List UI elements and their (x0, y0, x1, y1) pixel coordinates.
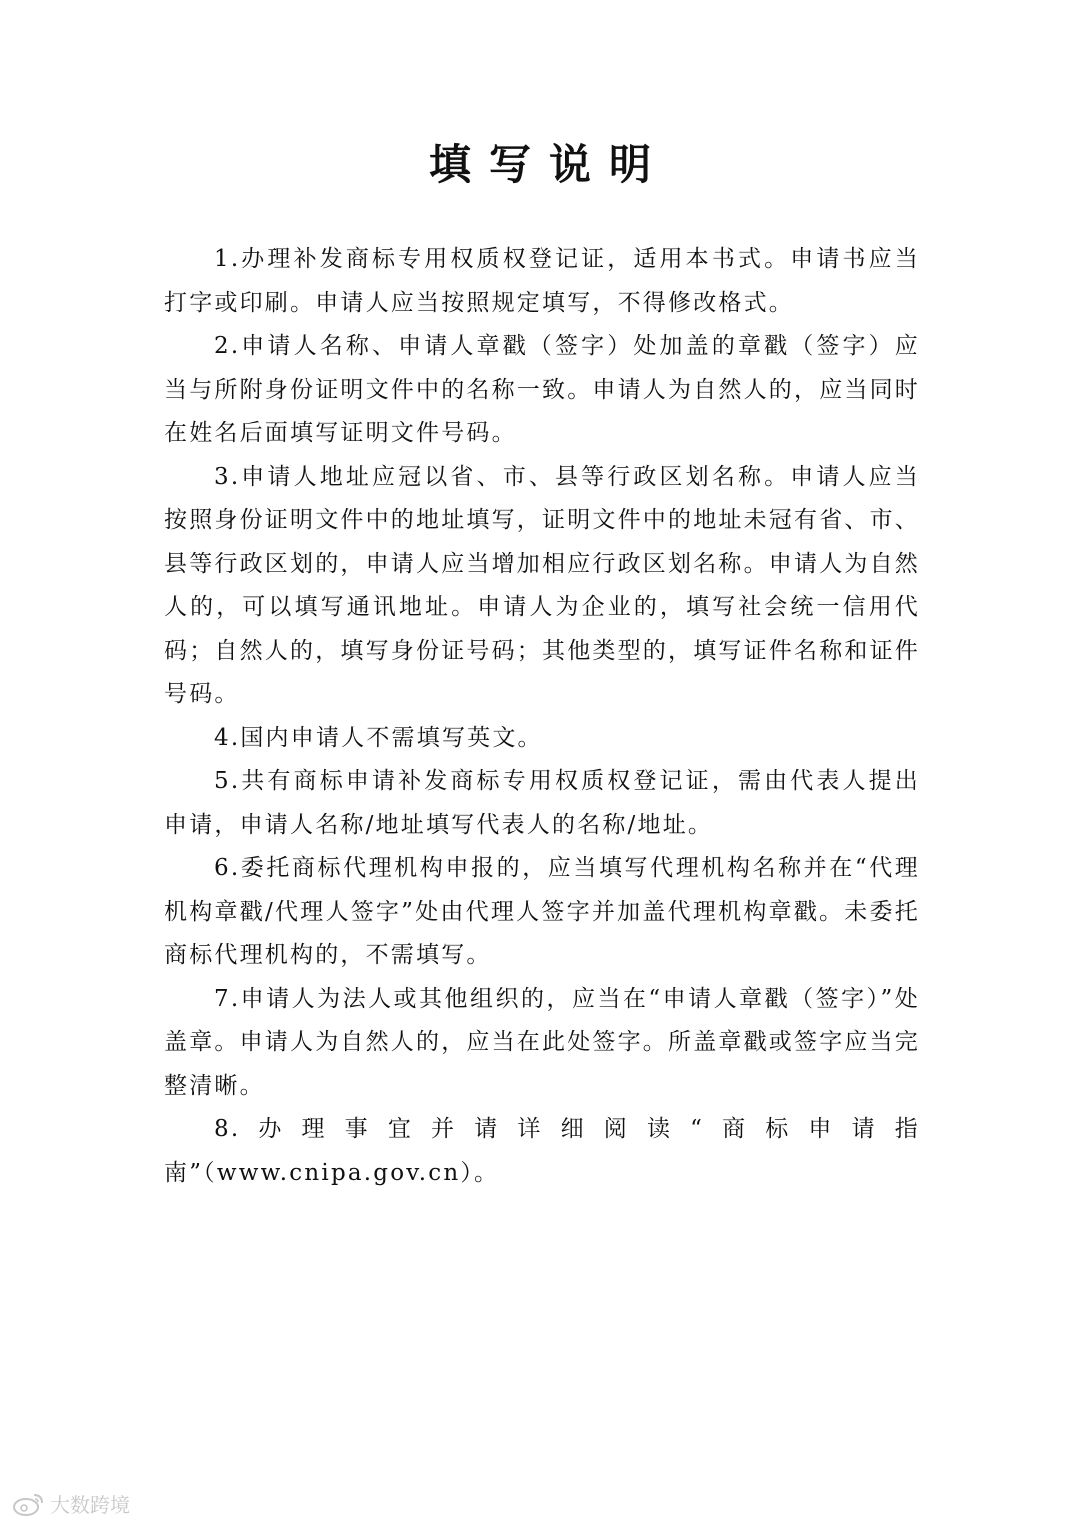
instruction-paragraph-1: 1.办理补发商标专用权质权登记证，适用本书式。申请书应当打字或印刷。申请人应当按照规定填写，不得修改格式。 (164, 246, 920, 316)
instruction-paragraph-7: 7.申请人为法人或其他组织的，应当在“申请人章戳（签字）”处盖章。申请人为自然人的，应当在此处签字。所盖章戳或签字应当完整清晰。 (164, 985, 920, 1099)
instruction-paragraph-2: 2.申请人名称、申请人章戳（签字）处加盖的章戳（签字）应当与所附身份证明文件中的名称一致。申请人为自然人的，应当同时在姓名后面填写证明文件号码。 (164, 333, 920, 446)
instruction-paragraph-3: 3.申请人地址应冠以省、市、县等行政区划名称。申请人应当按照身份证明文件中的地址填写，证明文件中的地址未冠有省、市、县等行政区划的，申请人应当增加相应行政区划名称。申请人为自然人的，可以填写通讯地址。申请人为企业的，填写社会统一信用代码；自然人的，填写身份证号码；其他类型的，填写证件名称和证件号码。 (164, 463, 920, 707)
instruction-paragraph-6: 6.委托商标代理机构申报的，应当填写代理机构名称并在“代理机构章戳/代理人签字”处由代理人签字并加盖代理机构章戳。未委托商标代理机构的，不需填写。 (164, 855, 920, 968)
instructions-body (164, 238, 920, 1195)
weibo-logo-icon (12, 1491, 46, 1517)
document-title: 填写说明 (428, 140, 669, 189)
watermark (12, 1489, 130, 1518)
instruction-paragraph-5: 5.共有商标申请补发商标专用权质权登记证，需由代表人提出申请，申请人名称/地址填写代表人的名称/地址。 (164, 768, 920, 838)
watermark-text: 大数跨境 (50, 1493, 130, 1517)
instruction-paragraph-4: 4.国内申请人不需填写英文。 (214, 724, 543, 751)
instruction-paragraph-8: 8.办理事宜并请详细阅读“商标申请指南”（www.cnipa.gov.cn）。 (164, 1116, 920, 1186)
